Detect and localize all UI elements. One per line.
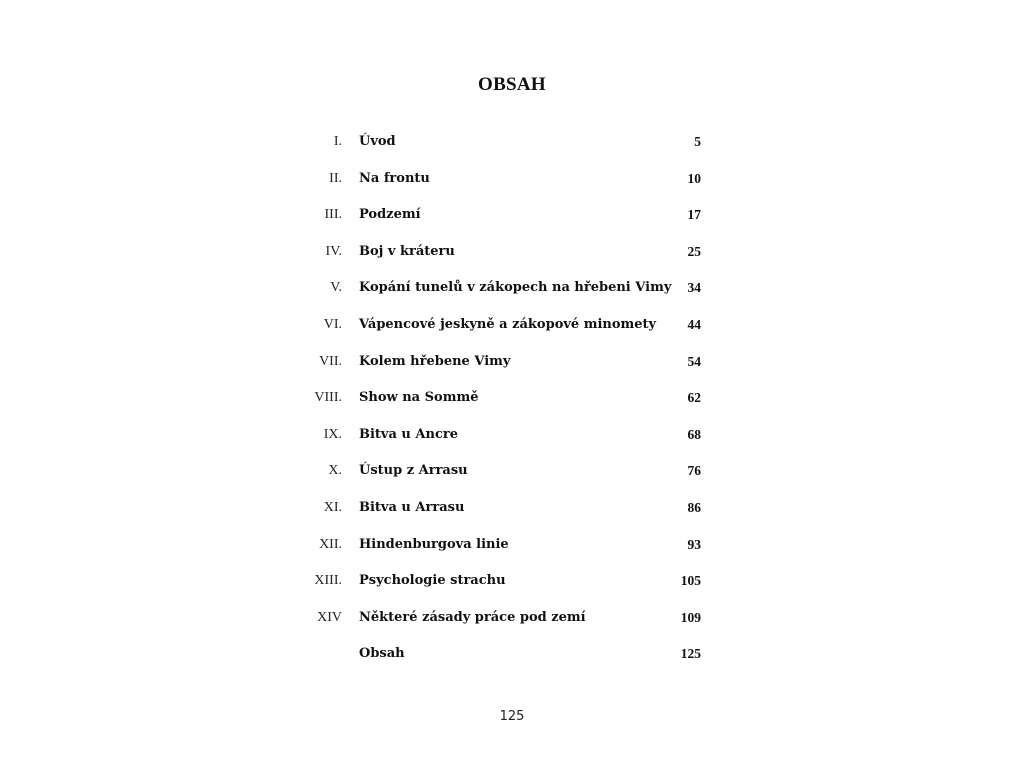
chapter-title: Psychologie strachu [359, 573, 506, 589]
toc-entry [300, 314, 704, 351]
chapter-number: VI. [323, 316, 342, 332]
toc-entry [300, 534, 704, 571]
chapter-number: II. [329, 170, 342, 186]
chapter-number: III. [324, 207, 342, 223]
page-title: OBSAH [477, 74, 547, 95]
chapter-title: Ústup z Arrasu [359, 463, 468, 479]
chapter-number: X. [328, 463, 342, 479]
chapter-number: VIII. [314, 390, 342, 406]
chapter-page: 105 [680, 573, 701, 589]
chapter-title: Některé zásady práce pod zemí [359, 609, 586, 625]
chapter-page: 62 [687, 390, 701, 406]
toc-entry [300, 387, 704, 424]
chapter-number: I. [333, 134, 342, 149]
page-number: 125 [499, 709, 525, 724]
table-of-contents [300, 131, 704, 680]
chapter-page: 54 [687, 353, 701, 369]
chapter-number: XI. [323, 499, 342, 515]
chapter-title: Hindenburgova linie [359, 536, 509, 552]
toc-entry [300, 460, 704, 497]
chapter-number: VII. [319, 353, 342, 369]
toc-entry [300, 277, 704, 314]
chapter-number: IV. [325, 243, 342, 259]
chapter-page: 76 [687, 463, 701, 479]
chapter-page: 68 [687, 426, 701, 442]
chapter-title: Obsah [359, 646, 405, 662]
chapter-title: Show na Sommě [359, 390, 479, 406]
toc-entry [300, 570, 704, 607]
chapter-title: Boj v kráteru [359, 243, 455, 259]
chapter-page: 17 [687, 207, 701, 223]
chapter-page: 10 [687, 170, 701, 186]
toc-entry [300, 497, 704, 534]
chapter-page: 93 [687, 536, 701, 552]
chapter-page: 109 [680, 609, 701, 625]
chapter-page: 86 [687, 499, 701, 515]
chapter-number: IX. [323, 426, 342, 442]
chapter-title: Bitva u Ancre [359, 426, 458, 442]
toc-entry [300, 241, 704, 278]
toc-entry [300, 424, 704, 461]
chapter-page: 125 [680, 646, 701, 662]
toc-entry [300, 643, 704, 680]
chapter-title: Vápencové jeskyně a zákopové minomety [359, 316, 657, 332]
chapter-title: Na frontu [359, 170, 430, 186]
toc-entry [300, 351, 704, 388]
chapter-title: Podzemí [359, 207, 421, 223]
chapter-title: Bitva u Arrasu [359, 499, 465, 515]
chapter-number: V. [330, 280, 342, 296]
chapter-number: XIII. [314, 573, 342, 589]
toc-entry [300, 204, 704, 241]
chapter-page: 34 [687, 280, 701, 296]
chapter-page: 5 [694, 134, 701, 149]
chapter-page: 44 [687, 316, 701, 332]
toc-entry [300, 607, 704, 644]
toc-entry [300, 131, 704, 168]
chapter-title: Úvod [359, 134, 396, 149]
chapter-number: XIV [317, 609, 342, 625]
chapter-number: XII. [319, 536, 342, 552]
chapter-title: Kopání tunelů v zákopech na hřebeni Vimy [359, 280, 672, 296]
chapter-page: 25 [687, 243, 701, 259]
chapter-title: Kolem hřebene Vimy [359, 353, 511, 369]
toc-entry [300, 168, 704, 205]
